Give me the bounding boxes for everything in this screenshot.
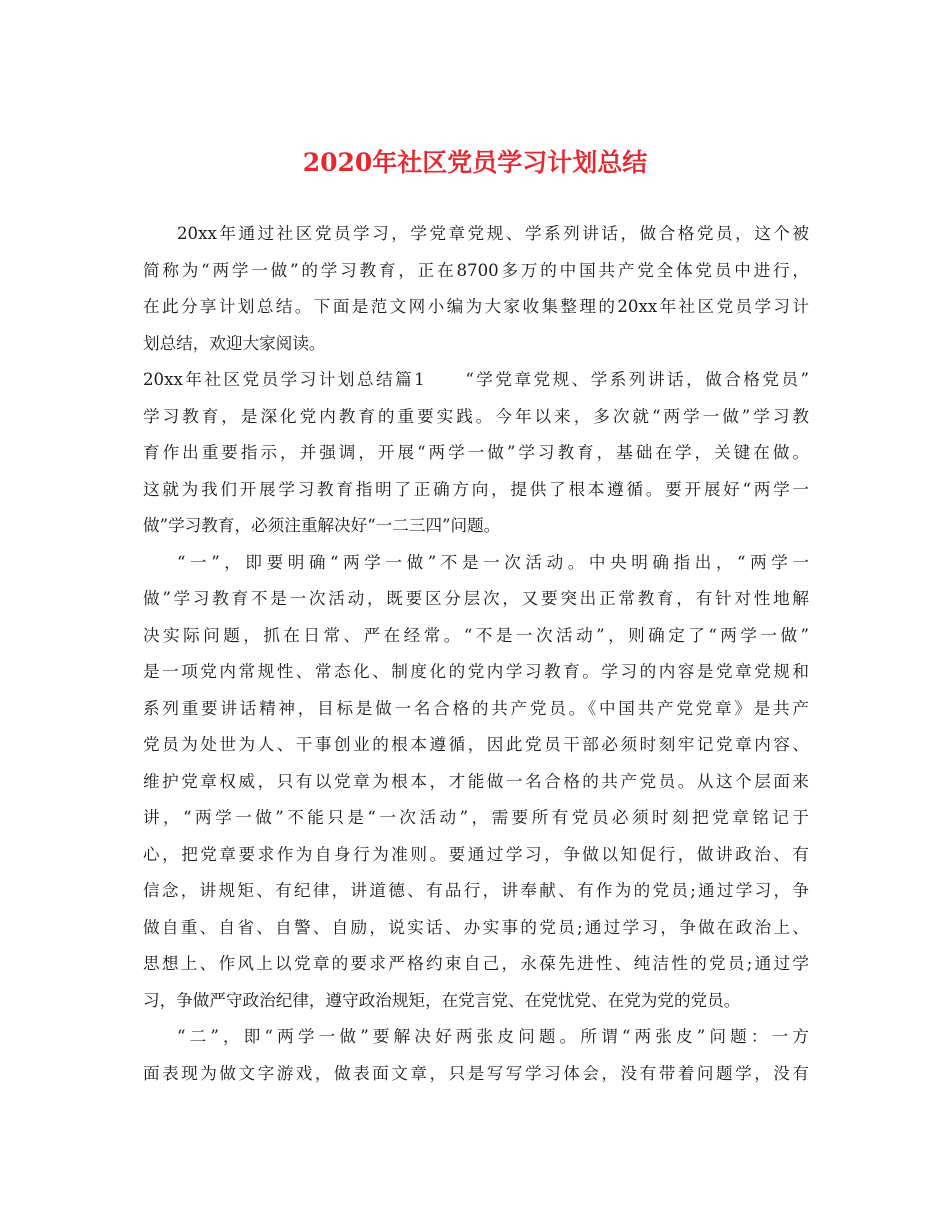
text-line: 系列重要讲话精神，目标是做一名合格的共产党员。《中国共产党党章》是共产 (143, 698, 809, 718)
text-line: 思想上、作风上以党章的要求严格约束自己，永葆先进性、纯洁性的党员;通过学 (143, 954, 809, 973)
document-title: 2020年社区党员学习计划总结 (302, 148, 648, 177)
text-line: 做”学习教育不是一次活动，既要区分层次，又要突出正常教育，有针对性地解 (143, 589, 809, 608)
text-line: 学习教育，是深化党内教育的重要实践。今年以来，多次就“两学一做”学习教 (143, 406, 809, 426)
document-body (143, 216, 809, 1092)
text-line: 20xx年通过社区党员学习，学党章党规、学系列讲话，做合格党员，这个被 (177, 224, 809, 243)
text-line: 是一项党内常规性、常态化、制度化的党内学习教育。学习的内容是党章党规和 (143, 662, 809, 681)
text-line: 简称为“两学一做”的学习教育，正在8700多万的中国共产党全体党员中进行， (143, 260, 809, 280)
text-line: 决实际问题，抓在日常、严在经常。“不是一次活动”，则确定了“两学一做” (143, 625, 809, 645)
text-line: 党员为处世为人、干事创业的根本遵循，因此党员干部必须时刻牢记党章内容、 (143, 735, 809, 754)
text-line: 面表现为做文字游戏，做表面文章，只是写写学习体会，没有带着问题学，没有 (143, 1063, 809, 1083)
text-line: 在此分享计划总结。下面是范文网小编为大家收集整理的20xx年社区党员学习计 (143, 297, 809, 316)
text-line: 20xx年社区党员学习计划总结篇1 “学党章党规、学系列讲话，做合格党员” (143, 370, 809, 389)
text-line: “一”，即要明确“两学一做”不是一次活动。中央明确指出，“两学一 (177, 552, 809, 572)
text-line: “二”，即“两学一做”要解决好两张皮问题。所谓“两张皮”问题：一方 (177, 1027, 809, 1046)
text-line: 维护党章权威，只有以党章为根本，才能做一名合格的共产党员。从这个层面来 (143, 771, 809, 791)
text-line: 习，争做严守政治纪律，遵守政治规矩，在党言党、在党忧党、在党为党的党员。 (143, 990, 741, 1010)
text-line: 这就为我们开展学习教育指明了正确方向，提供了根本遵循。要开展好“两学一 (143, 479, 809, 499)
text-line: 做自重、自省、自警、自励，说实话、办实事的党员;通过学习，争做在政治上、 (143, 917, 809, 937)
text-line: 讲，“两学一做”不能只是“一次活动”，需要所有党员必须时刻把党章铭记于 (143, 808, 809, 827)
text-line: 划总结，欢迎大家阅读。 (143, 333, 326, 353)
text-line: 心，把党章要求作为自身行为准则。要通过学习，争做以知促行，做讲政治、有 (143, 844, 809, 864)
text-line: 做”学习教育，必须注重解决好“一二三四”问题。 (143, 516, 501, 535)
text-line: 育作出重要指示，并强调，开展“两学一做”学习教育，基础在学，关键在做。 (143, 443, 809, 462)
text-line: 信念，讲规矩、有纪律，讲道德、有品行，讲奉献、有作为的党员;通过学习，争 (143, 881, 809, 900)
